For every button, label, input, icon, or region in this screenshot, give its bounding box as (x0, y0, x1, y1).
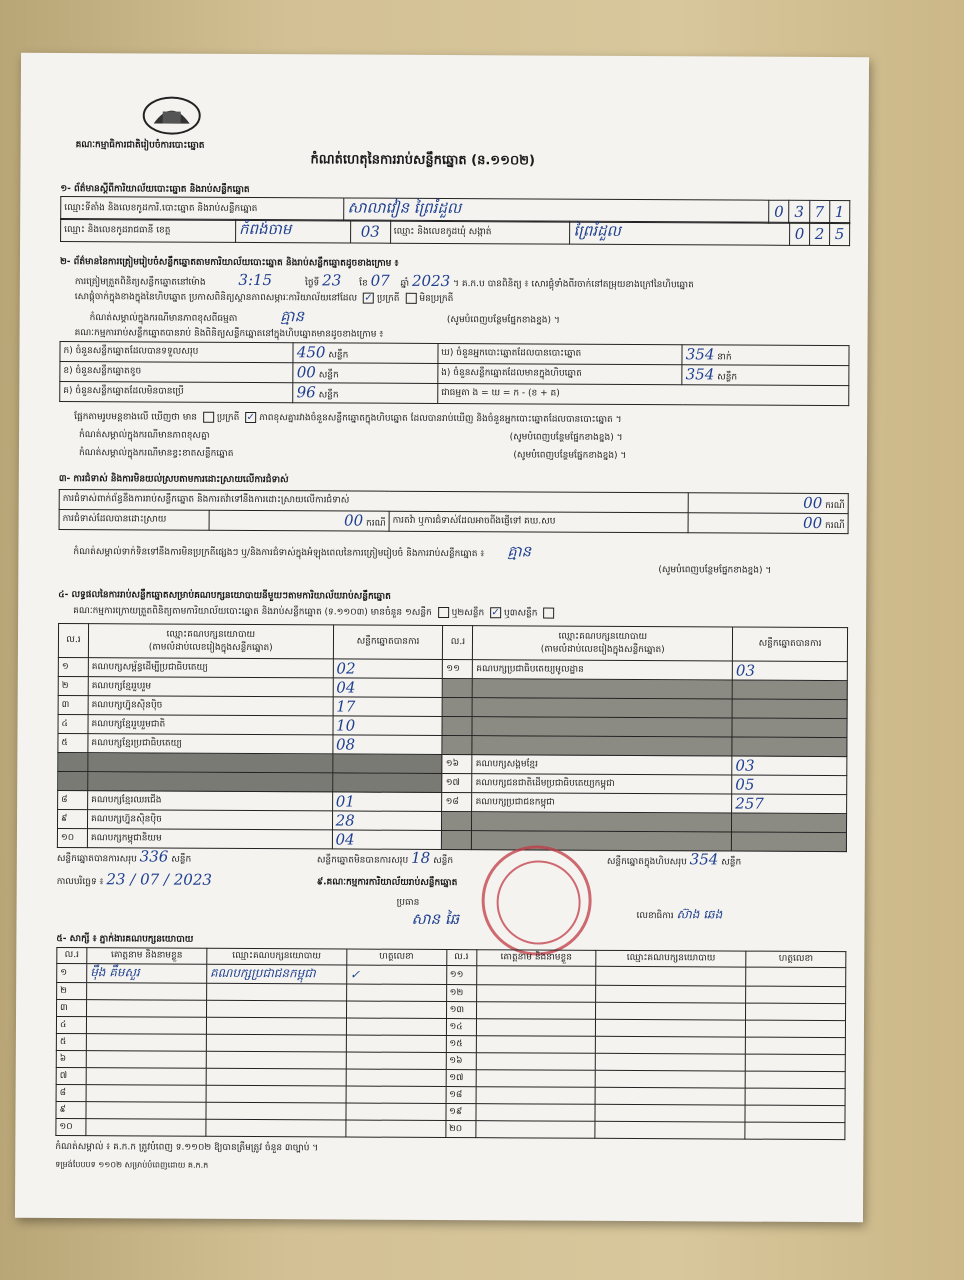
diff-note-label: កំណត់សម្គាល់ក្នុងករណីមានភាពខុសគ្នា (79, 430, 210, 441)
note-label: កំណត់សម្គាល់ក្នុងករណីមានភាពខុសពីធម្មតា (89, 313, 238, 324)
checkbox-three-sheets[interactable] (543, 608, 554, 619)
commune-name: ព្រៃរំដួល (573, 221, 621, 240)
col-no-header: ល.រ (57, 947, 87, 963)
col-sign-header: ហត្ថលេខា (347, 949, 447, 966)
form-title: កំណត់ហេតុនៃការរាប់សន្លឹកឆ្នោត (ន.១១០២) (310, 152, 536, 169)
section3-note-label: កំណត់សម្គាល់ទាក់ទិនទៅនឹងការមិនប្រក្រតីផ្សេងៗ ឬ/និងការជំទាស់ក្នុងអំឡុងពេលនៃការត្រៀមរៀបចំ និងការរាប់សន្លឹកឆ្នោត ៖ (73, 547, 485, 560)
witness-party (595, 1121, 745, 1139)
unit-label: សន្លឹក (717, 372, 738, 383)
witness-name (476, 1070, 596, 1088)
witness-signature (745, 1088, 845, 1106)
section1-heading: ១- ព័ត៌មានស្ដីពីការិយាល័យបោះឆ្នោត និងរាប់សន្លឹកឆ្នោត (60, 183, 250, 195)
note-hint: (សូមបំពេញបន្ថែមផ្នែកខាងខ្នង) ។ (509, 432, 623, 443)
party-no: ៤ (61, 718, 68, 729)
party-votes: 03 (735, 661, 756, 680)
witness-signature (745, 1054, 845, 1072)
note-hint: (សូមបំពេញបន្ថែមផ្នែកខាងខ្នង) ។ (513, 450, 627, 461)
nec-logo (139, 93, 205, 137)
witness-name: ម៉ឹង គឹមសួរ (90, 965, 140, 980)
witness-name (475, 1104, 595, 1122)
witness-signature (745, 1071, 845, 1089)
witness-party (596, 1019, 746, 1037)
witness-no: ១៩ (449, 1106, 463, 1117)
chief-label: ប្រធាន (396, 897, 420, 908)
section5-heading: ៥- សាក្សី ៖ ភ្នាក់ងារគណបក្សនយោបាយ (56, 933, 194, 945)
spoiled-value: 00 (296, 363, 316, 382)
compare-line (74, 411, 621, 426)
witness-party: គណបក្សប្រជាជនកម្ពុជា (210, 965, 316, 981)
checkbox-one-sheet[interactable] (438, 607, 449, 618)
prep-month: 07 (370, 271, 390, 290)
in-box-label: ង) ចំនួនសន្លឹកឆ្នោតដែលមានក្នុងហិបឆ្នោត (438, 363, 683, 384)
forwarded-value: 00 (803, 513, 823, 532)
checkbox-two-sheets-checked[interactable]: ✓ (491, 607, 500, 619)
total-all-value: 354 (689, 850, 719, 869)
compare-normal-label: ប្រក្រតី (216, 412, 240, 423)
status-line (75, 291, 454, 305)
party-no: ១ (61, 661, 69, 672)
party-name: គណបក្សសម្ព័ន្ធដើម្បីប្រជាធិបតេយ្យ (91, 661, 208, 673)
witness-no: ៤ (59, 1019, 67, 1030)
col-no-header: ល.រ (446, 950, 476, 966)
col-no-header: ល.រ (443, 626, 473, 660)
party-no: ១៨ (445, 796, 459, 807)
diff-note-line (79, 429, 623, 444)
checkbox-compare-diff-checked[interactable]: ✓ (246, 411, 255, 424)
col-votes-header: សន្លឹកឆ្នោតបានការ (732, 627, 847, 662)
section1-table-row2 (60, 218, 850, 246)
col-sign-header: ហត្ថលេខា (746, 951, 846, 968)
witness-party (596, 985, 746, 1003)
col-party-subheader: (តាមលំដាប់លេខរៀងក្នុងសន្លឹកឆ្នោត) (540, 644, 665, 655)
complaints-value: 00 (803, 493, 823, 512)
checkbox-abnormal[interactable] (405, 293, 416, 304)
province-label: ឈ្មោះ និងលេខកូដរាជធានី ខេត្ត (61, 218, 236, 242)
station-code-digit: 3 (794, 202, 804, 221)
party-name: គណបក្សប្រជាធិបតេយ្យមូលដ្ឋាន (476, 663, 584, 675)
prep-time: 3:15 (238, 270, 273, 290)
witness-no: ១២ (449, 987, 464, 998)
witness-row (56, 1118, 845, 1139)
case-unit: ករណី (366, 518, 386, 529)
col-party-header: ឈ្មោះគណបក្សនយោបាយ (596, 950, 746, 967)
witness-no: ១ (60, 967, 68, 978)
col-no-header: ល.រ (58, 623, 88, 657)
totals-all (606, 850, 742, 869)
witness-signature (745, 1105, 845, 1123)
party-name: គណបក្សខ្មែរប្រជាធិបតេយ្យ (91, 737, 182, 749)
compare-diff-label: ភាពខុសគ្នារវាងចំនួនសន្លឹកឆ្នោតក្នុងហិបឆ្នោត ដែលបានរាប់ឃើញ និងចំនួនអ្នកបោះឆ្នោតដែលបានបោះឆ្នោត ។ (259, 413, 622, 425)
party-results-table (57, 623, 848, 852)
witness-signature (745, 1122, 845, 1140)
witness-name (475, 1121, 595, 1139)
party-row (57, 828, 846, 851)
unit-label: សន្លឹក (318, 390, 339, 401)
col-party-header: ឈ្មោះគណបក្សនយោបាយ (166, 629, 256, 640)
party-name: គណបក្សខ្មែរឈរជើង (91, 794, 162, 806)
witness-no: ៧ (59, 1070, 68, 1081)
note-hint: (សូមបំពេញបន្ថែមផ្នែកខាងខ្នង) ។ (658, 565, 772, 576)
form-code-note: ទម្រង់បែបបទ ១១០២ សម្រាប់បំពេញដោយ គ.ក.ក (55, 1159, 209, 1170)
option-normal-label: ប្រក្រតី (376, 293, 400, 304)
section3-note (73, 543, 531, 560)
col-party-header: ឈ្មោះគណបក្សនយោបាយ (207, 948, 347, 965)
witness-signature (746, 1020, 846, 1038)
witness-rows (56, 963, 846, 1139)
col-votes-header: សន្លឹកឆ្នោតបានការ (333, 625, 443, 660)
party-votes: 03 (735, 756, 755, 775)
party-no: ១០ (60, 832, 75, 843)
three-sheets-label: ឬ៣សន្លឹក (504, 608, 538, 619)
party-name: គណបក្សជនជាតិដើមប្រជាធិបតេយ្យកម្ពុជា (475, 777, 615, 789)
received-value: 450 (296, 343, 326, 362)
secretary-line (637, 908, 723, 922)
witness-no: ៦ (59, 1053, 67, 1064)
committee-label: ៩.គណៈកម្មការការិយាល័យរាប់សន្លឹកឆ្នោត (316, 877, 458, 889)
station-code-digit: 1 (834, 203, 845, 222)
note-line (90, 309, 560, 326)
election-form-sheet (15, 53, 869, 1222)
party-name: គណបក្សខ្មែររួបរួម (91, 680, 152, 691)
station-code-digit: 7 (814, 202, 825, 221)
witness-signature (746, 1003, 846, 1021)
total-invalid-label: សន្លឹកឆ្នោតមិនបានការសរុប (316, 855, 409, 866)
province-name: កំពង់ចាម (238, 219, 292, 239)
party-votes: 28 (335, 811, 355, 830)
year-label: ឆ្នាំ (400, 278, 410, 289)
party-votes: 04 (335, 830, 355, 849)
party-name: គណបក្សសង្គមខ្មែរ (475, 758, 539, 770)
in-box-value: 354 (685, 365, 715, 384)
witness-name (476, 1087, 596, 1105)
unit-label: សន្លឹក (328, 350, 349, 361)
voters-value: 354 (685, 345, 715, 364)
total-invalid-value: 18 (411, 848, 431, 867)
witness-no: ១៧ (449, 1072, 464, 1083)
party-name: គណបក្សកម្ពុជានិយម (90, 832, 162, 844)
section3-heading: ៣- ការជំទាស់ និងការមិនយល់ស្របតាមការដោះស្រាយលើការជំទាស់ (58, 473, 289, 486)
totals-line (56, 847, 192, 866)
witness-name (476, 1036, 596, 1054)
col-party-header: ឈ្មោះគណបក្សនយោបាយ (558, 631, 648, 642)
witness-no: ៥ (59, 1036, 67, 1047)
witness-signature (746, 967, 846, 987)
section3-note-value: គ្មាន (507, 542, 532, 561)
party-no: ១៧ (445, 777, 460, 788)
unused-label: គ) ចំនួនសន្លឹកឆ្នោតដែលមិនបានប្រើ (60, 381, 293, 402)
two-sheets-label: ឬ២សន្លឹក (451, 608, 485, 619)
party-rows (57, 657, 847, 851)
party-votes: 02 (336, 659, 356, 678)
total-valid-value: 336 (139, 847, 169, 866)
prep-day: 23 (322, 271, 342, 290)
secretary-signature: ស៊ាង ឆេង (676, 907, 723, 922)
witness-party (596, 1053, 746, 1071)
party-name: គណបក្សប្រជាជនកម្ពុជា (475, 796, 555, 808)
voters-label: ឃ) ចំនួនអ្នកបោះឆ្នោតដែលបានបោះឆ្នោត (438, 343, 683, 364)
month-label: ខែ (359, 278, 368, 289)
party-votes: 17 (336, 697, 356, 716)
commune-code-digit: 2 (814, 224, 825, 243)
checkbox-compare-normal[interactable] (203, 412, 214, 423)
witness-no: ១៥ (449, 1038, 463, 1049)
day-label: ថ្ងៃទី (304, 278, 320, 289)
party-no: ៨ (61, 794, 68, 805)
witness-name (476, 1053, 596, 1071)
prep-time-line (74, 270, 694, 291)
total-valid-label: សន្លឹកឆ្នោតបានការសរុប (56, 853, 137, 865)
section2-heading: ២- ព័ត៌មាននៃការត្រៀមរៀបចំសន្លឹកឆ្នោតតាមការិយាល័យបោះឆ្នោត និងរាប់សន្លឹកឆ្នោតដូចខាងក្រោម ៖ (59, 256, 399, 269)
party-votes: 257 (735, 794, 764, 813)
status-text: សោផ្ដុំចាក់ក្នុងខាងក្នុងនៃហិបឆ្នោត ប្រកាសពិនិត្យស្ថានភាពសម្ភារៈការិយាល័យនៅដែល (74, 292, 358, 304)
secretary-label: លេខាធិការ (636, 911, 674, 922)
checkbox-normal-checked[interactable]: ✓ (364, 292, 373, 304)
formula-label: ជាធម្មតា ង = ឃ = ក - (ខ + គ) (438, 383, 849, 405)
witness-table (55, 947, 846, 1140)
witness-no: ២០ (448, 1123, 463, 1134)
spoiled-label: ខ) ចំនួនសន្លឹកឆ្នោតខូច (60, 361, 293, 382)
party-name: គណបក្សខ្មែររួបរួមជាតិ (91, 718, 166, 730)
witness-no: ១៣ (449, 1004, 465, 1015)
witness-party (595, 1104, 745, 1122)
witness-party (595, 1087, 745, 1105)
case-unit: ករណី (825, 501, 845, 512)
section2-intro: គណៈកម្មការរាប់សន្លឹកឆ្នោតបានរាប់ និងពិនិត្យសន្លឹកឆ្នោតនៅក្នុងហិបឆ្នោតមានដូចខាងក្រោម ៖ (74, 328, 384, 340)
witness-no: ១៨ (449, 1089, 463, 1100)
witness-no: ៨ (59, 1087, 67, 1098)
note-hint: (សូមបំពេញបន្ថែមផ្នែកខាងខ្នង) ។ (446, 315, 560, 326)
witness-no: ១០ (59, 1121, 73, 1132)
party-no: ៥ (61, 737, 68, 748)
committee-name: គណៈកម្មាធិការជាតិរៀបចំការបោះឆ្នោត (75, 140, 205, 151)
party-votes: 05 (735, 775, 755, 794)
party-no: ១១ (446, 663, 460, 674)
prep-time-label: ការត្រៀមត្រួតពិនិត្យសន្លឹកឆ្នោតនៅម៉ោង (74, 277, 206, 288)
commune-code-digit: 0 (794, 224, 805, 243)
witness-name (476, 1019, 596, 1037)
witness-no: ១៤ (449, 1021, 463, 1032)
date-line (56, 870, 212, 889)
witness-no: ១៦ (449, 1055, 463, 1066)
witness-party (596, 1002, 746, 1020)
ballot-count-row (60, 381, 849, 405)
witness-signature (745, 1037, 845, 1055)
forwarded-label: ការតវ៉ា ឬការជំទាស់ដែលអាចពីងផ្ញើទៅ គឃ.សប (389, 511, 688, 533)
unused-value: 96 (296, 383, 316, 402)
section4-intro-text: គណៈកម្មការក្រោយត្រួតពិនិត្យតាមការិយាល័យបោះឆ្នោត និងរាប់សន្លឹកឆ្នោត (ទ.១១០៣) មានចំនួន ១សន្លឹក (73, 606, 432, 618)
ballot-count-table (59, 341, 849, 406)
witness-no: ៩ (59, 1104, 66, 1115)
witness-no: ៣ (60, 1002, 68, 1013)
witness-name (476, 985, 596, 1003)
commune-label: ឈ្មោះ និងលេខកូដឃុំ សង្កាត់ (390, 220, 570, 244)
received-label: ក) ចំនួនសន្លឹកឆ្នោតដែលបានទទួលសរុប (60, 341, 293, 362)
col-name-header: គោត្តនាម និងនាមខ្លួន (476, 950, 596, 967)
case-unit: ករណី (825, 521, 845, 532)
chief-signature: សាន ឆៃ (411, 909, 460, 929)
station-code-digit: 0 (774, 202, 784, 221)
resolved-label: ការជំទាស់ដែលបានដោះស្រាយ (59, 509, 209, 530)
footnote: កំណត់សម្គាល់ ៖ គ.ក.ក ត្រូវបំពេញ ទ.១១០២ ឱ្យបានត្រឹមត្រូវ ចំនួន ៣ច្បាប់ ។ (55, 1141, 319, 1154)
party-no: ៣ (61, 699, 70, 710)
unit-label: នាក់ (717, 352, 732, 363)
party-votes: 08 (335, 735, 356, 754)
station-label: ឈ្មោះទីតាំង និងលេខកូដការិ.បោះឆ្នោត និងរាប់សន្លឹកឆ្នោត (61, 196, 344, 220)
witness-party (596, 1070, 746, 1088)
witness-no: ២ (60, 985, 67, 996)
witness-name (476, 966, 596, 986)
witness-party (596, 1036, 746, 1054)
totals-invalid (316, 848, 454, 867)
complaints-table (59, 489, 849, 534)
section4-intro (73, 605, 557, 620)
party-no: ៩ (61, 813, 68, 824)
note-value: គ្មាន (280, 307, 305, 326)
witness-no: ១១ (449, 969, 464, 980)
party-name: គណបក្សហ្វ៊ុនស៊ិនប៉ិច (91, 699, 163, 711)
shortage-note-line (79, 447, 626, 462)
official-stamp (481, 845, 592, 956)
col-name-header: គោត្តនាម និងនាមខ្លួន (87, 948, 207, 965)
province-code: 03 (360, 222, 380, 241)
unit-label: សន្លឹក (171, 854, 192, 865)
party-no: ១៦ (445, 758, 460, 769)
party-no: ២ (61, 680, 69, 691)
prep-check-text: ។ គ.ក.ប បានពិនិត្យ ៖ សោរផ្ដុំទាំងពីរចាក់នៅតម្រុយខាងក្រៅនៃហិបឆ្នោត (453, 279, 694, 291)
party-votes: 10 (336, 716, 356, 735)
total-all-label: សន្លឹកឆ្នោតក្នុងហិបសរុប (606, 856, 687, 868)
unit-label: សន្លឹក (721, 857, 742, 868)
witness-signature: ✓ (349, 967, 361, 982)
unit-label: សន្លឹក (318, 370, 339, 381)
party-name: គណបក្សហ្វ៊ុនស៊ិនប៉ិច (90, 813, 162, 825)
unit-label: សន្លឹក (433, 855, 454, 867)
date-value: 23 / 07 / 2023 (106, 870, 212, 889)
witness-name (476, 1002, 596, 1020)
date-label: កាលបរិច្ឆេទ ៖ (56, 876, 104, 888)
option-abnormal-label: មិនប្រក្រតី (419, 293, 454, 305)
col-party-subheader: (តាមលំដាប់លេខរៀងក្នុងសន្លឹកឆ្នោត) (148, 641, 273, 653)
party-votes: 01 (335, 792, 355, 811)
station-name: សាលាវៀន ព្រៃរំដួល (347, 198, 462, 218)
commune-code-digit: 5 (834, 225, 845, 244)
witness-party (596, 966, 746, 986)
resolved-value: 00 (344, 511, 364, 530)
party-votes: 04 (336, 678, 356, 697)
section4-heading: ៤- លទ្ធផលនៃការរាប់សន្លឹកឆ្នោតសម្រាប់គណបក្សនយោបាយនីមួយៗតាមការិយាល័យរាប់សន្លឹកឆ្នោត (58, 589, 391, 602)
shortage-note-label: កំណត់សម្គាល់ក្នុងករណីមានខ្វះខាតសន្លឹកឆ្នោត (78, 448, 234, 459)
complaints-label: ការជំទាស់ពាក់ព័ន្ធនឹងការរាប់សន្លឹកឆ្នោត និងការតវ៉ាទៅនឹងការដោះស្រាយលើការជំទាស់ (59, 489, 688, 512)
compare-label: ផ្អែកតាមរូបមន្តខាងលើ ឃើញថា មាន (74, 412, 198, 423)
prep-year: 2023 (411, 271, 451, 291)
witness-signature (746, 986, 846, 1004)
